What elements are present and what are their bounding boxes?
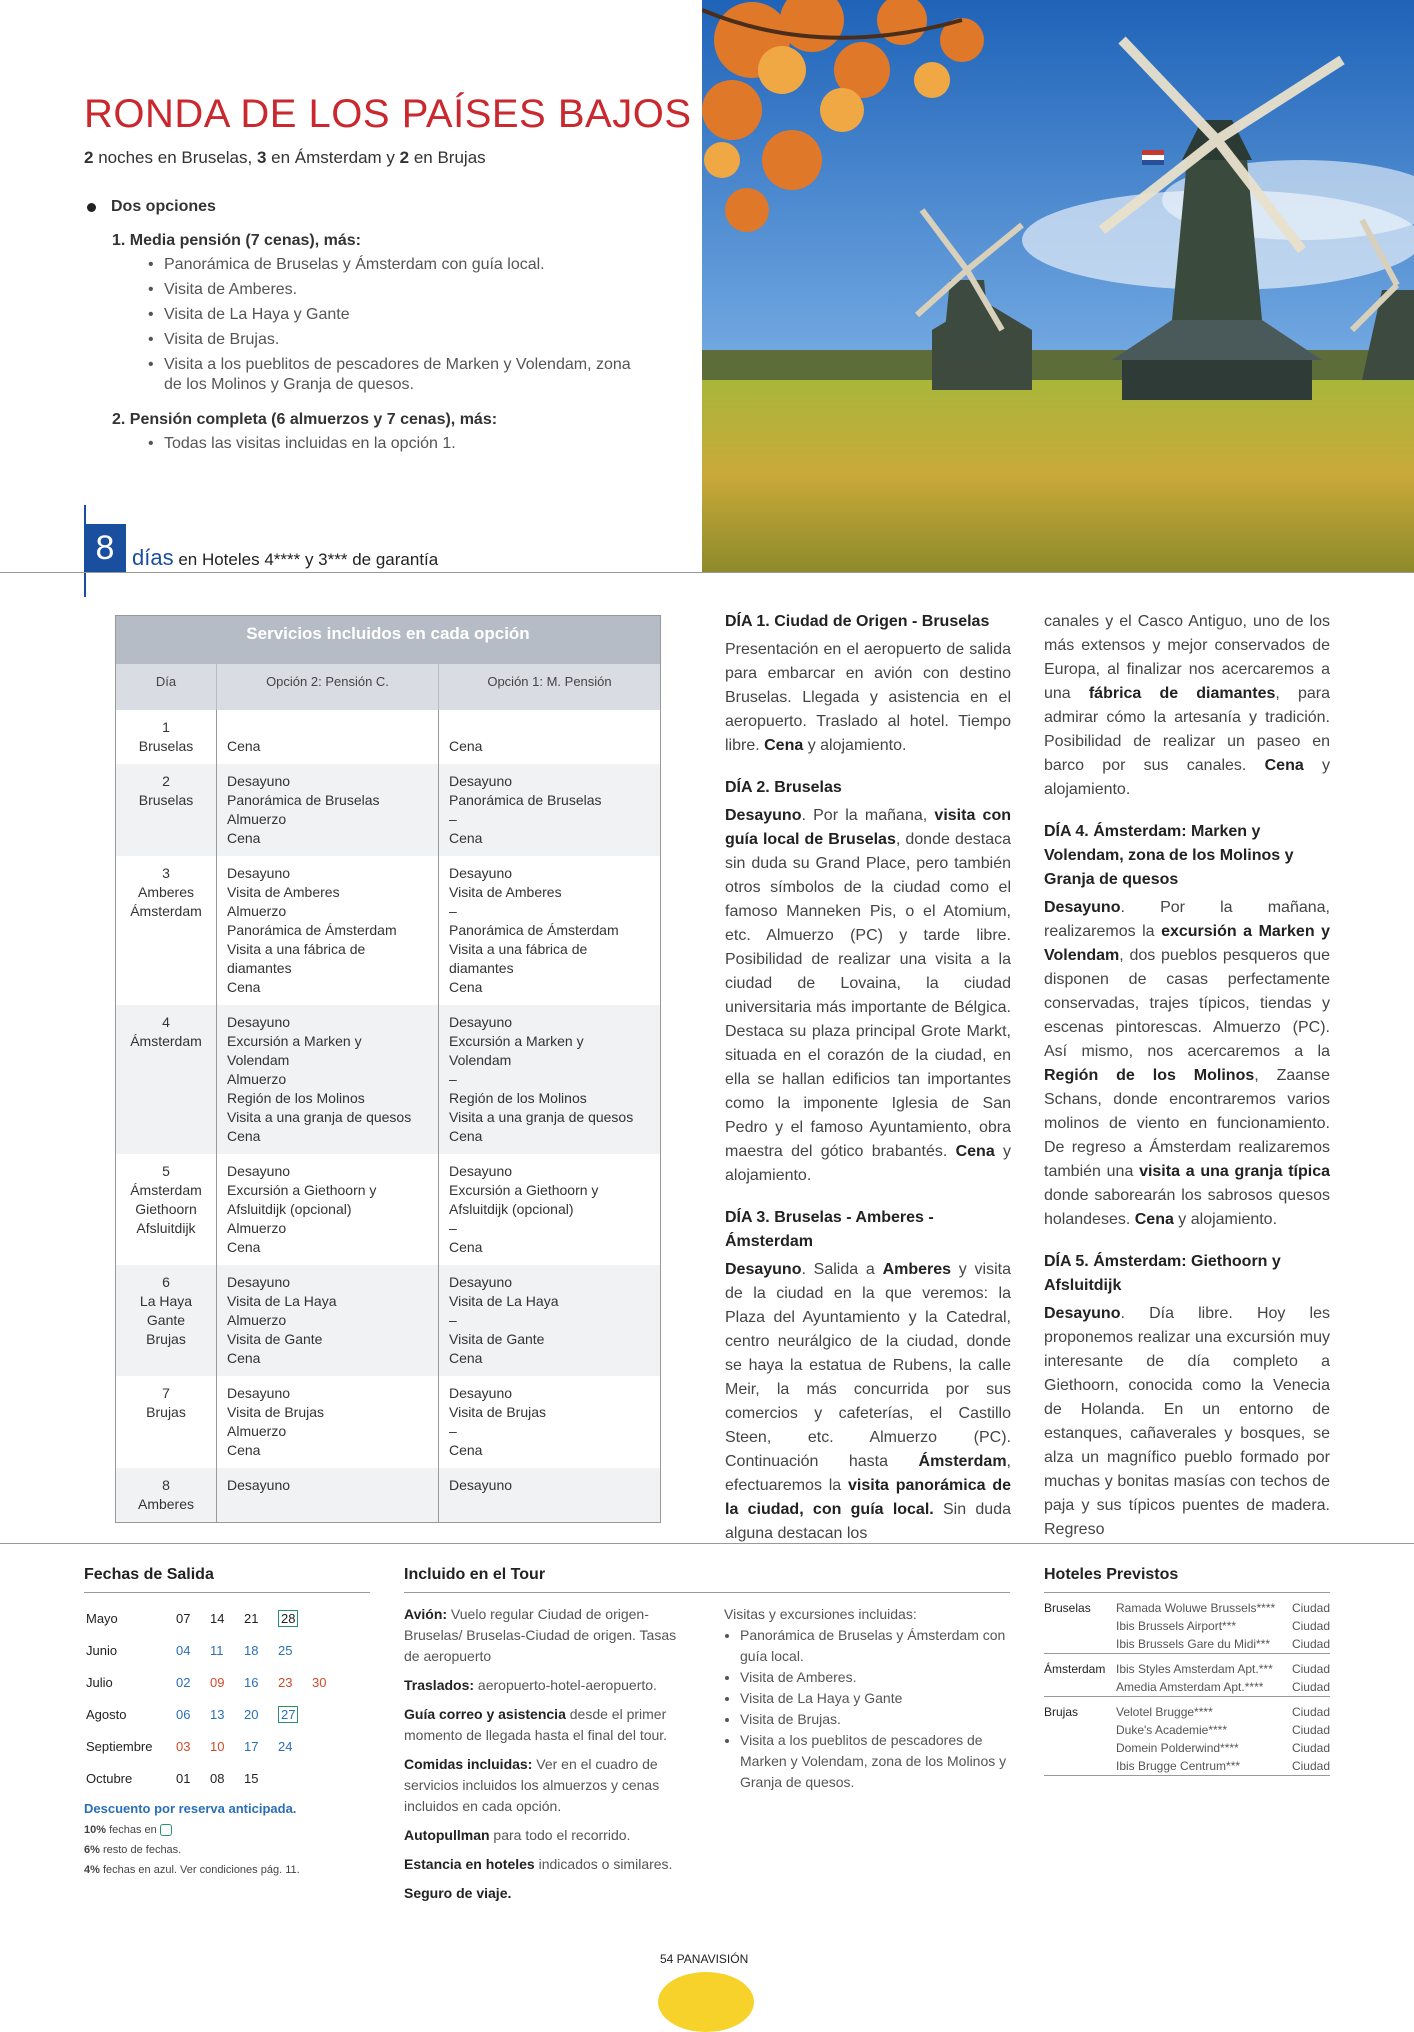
boxed-date-icon	[160, 1824, 172, 1836]
day-3-text: Desayuno. Salida a Amberes y visita de la ciudad en la que veremos: la Plaza del Ayuntamiento y la Catedral, centro neurálgico de la ciudad, donde se haya la estatua de Rubens, la calle Meir, la más concurrida por sus comercios y cafeterías, el Castillo Steen, etc. Almuerzo (PC). Continuación hasta Ámsterdam, efectuaremos la visita panorámica de la ciudad, con guía local. Sin duda alguna destacan los	[725, 1261, 1012, 1542]
month-label: Junio	[86, 1642, 118, 1658]
month-label: Julio	[86, 1674, 113, 1690]
departure-date: 01	[176, 1770, 191, 1786]
option-2-title: 2. Pensión completa (6 almuerzos y 7 cenas), más:	[112, 411, 498, 428]
rule	[1044, 1592, 1330, 1593]
option-2-items	[84, 434, 644, 454]
service-cell-day: 5 Ámsterdam Giethoorn Afsluitdijk	[116, 1154, 217, 1265]
included-title: Incluido en el Tour	[404, 1566, 546, 1583]
departure-date: 20	[244, 1706, 259, 1722]
included-item: Traslados: aeropuerto-hotel-aeropuerto.	[404, 1677, 657, 1693]
service-row	[116, 710, 661, 764]
options-list	[84, 198, 644, 470]
departure-date: 04	[176, 1642, 191, 1658]
month-row	[86, 1667, 344, 1697]
month-row	[86, 1763, 344, 1793]
service-row	[116, 1468, 661, 1523]
day-3-text-cont: canales y el Casco Antiguo, uno de los más extensos y mejor conservados de Europa, al finalizar nos acercaremos a una fábrica de diamantes, para admirar cómo la artesanía y tradición. Posibilidad de realizar un paseo en barco por sus canales. Cena y alojamiento.	[1044, 613, 1331, 798]
included-list	[404, 1604, 694, 1912]
col-header-day: Día	[116, 664, 217, 710]
departure-date: 17	[244, 1738, 259, 1754]
hotel-location: Ciudad	[1291, 1619, 1330, 1633]
departure-date: 02	[176, 1674, 191, 1690]
hotel-location: Ciudad	[1291, 1705, 1330, 1719]
rule	[84, 1592, 370, 1593]
service-cell-mp: Desayuno Excursión a Marken y Volendam – Región de los Molinos Visita a una granja de quesos Cena	[439, 1005, 661, 1154]
days-count-badge: 8	[84, 524, 126, 572]
service-cell-mp: Cena	[449, 738, 483, 754]
included-item: Comidas incluidas: Ver en el cuadro de servicios incluidos los almuerzos y cenas incluidos en cada opción.	[404, 1756, 660, 1814]
departure-date: 28	[278, 1610, 298, 1627]
included-item: Guía correo y asistencia desde el primer momento de llegada hasta el final del tour.	[404, 1706, 668, 1743]
departure-date: 14	[210, 1610, 225, 1626]
option-2-item: • Todas las visitas incluidas en la opción 1.	[148, 434, 644, 454]
service-cell-pc: Desayuno Visita de La Haya Almuerzo Visita de Gante Cena	[217, 1265, 439, 1376]
month-row	[86, 1603, 344, 1633]
service-cell-pc: Desayuno Visita de Amberes Almuerzo Panorámica de Ámsterdam Visita a una fábrica de diamantes Cena	[217, 856, 439, 1005]
hotel-group	[1044, 1703, 1330, 1776]
itinerary-col-1	[725, 610, 1011, 1564]
departure-date: 23	[278, 1674, 293, 1690]
day-1-heading: DÍA 1. Ciudad de Origen - Bruselas	[725, 613, 990, 630]
hotel-name: Velotel Brugge****	[1116, 1705, 1213, 1719]
departure-date: 08	[210, 1770, 225, 1786]
service-cell-mp: Desayuno Visita de Amberes – Panorámica de Ámsterdam Visita a una fábrica de diamantes Cena	[449, 865, 619, 995]
included-item: Seguro de viaje.	[404, 1885, 512, 1901]
day-4-heading: DÍA 4. Ámsterdam: Marken y Volendam, zona de los Molinos y Granja de quesos	[1044, 823, 1294, 888]
option-1-item: • Visita de Amberes.	[148, 280, 644, 300]
hotel-name: Ibis Styles Amsterdam Apt.***	[1116, 1662, 1273, 1676]
service-cell-mp: Desayuno	[439, 1468, 661, 1523]
departure-date: 16	[244, 1674, 259, 1690]
day-2-heading: DÍA 2. Bruselas	[725, 779, 842, 796]
departure-date: 03	[176, 1738, 191, 1754]
departure-date: 18	[244, 1642, 259, 1658]
page-title: RONDA DE LOS PAÍSES BAJOS	[84, 92, 692, 136]
departure-date: 10	[210, 1738, 225, 1754]
hotel-name: Ibis Brussels Gare du Midi***	[1116, 1637, 1271, 1651]
option-1-title: 1. Media pensión (7 cenas), más:	[112, 232, 361, 249]
hotel-city: Brujas	[1044, 1705, 1079, 1719]
services-table	[115, 615, 661, 1523]
hotel-location: Ciudad	[1291, 1741, 1330, 1755]
hotel-location: Ciudad	[1291, 1723, 1330, 1737]
visit-item: • Visita a los pueblitos de pescadores de Marken y Volendam, zona de los Molinos y Granja de quesos.	[740, 1730, 1010, 1793]
hotel-name: Amedia Amsterdam Apt.****	[1116, 1680, 1264, 1694]
hotels-list	[1044, 1599, 1330, 1776]
service-cell-pc: Cena	[217, 710, 439, 764]
itinerary-col-2	[1044, 610, 1330, 1560]
included-item: Estancia en hoteles indicados o similares.	[404, 1856, 673, 1872]
visits-list	[724, 1604, 1010, 1793]
visit-item: • Visita de Amberes.	[740, 1667, 1010, 1688]
included-item: Avión: Vuelo regular Ciudad de origen-Bruselas/ Bruselas-Ciudad de origen. Tasas de aeropuerto	[404, 1606, 677, 1664]
service-cell-mp: Desayuno Panorámica de Bruselas – Cena	[439, 764, 661, 856]
service-row	[116, 1376, 661, 1468]
hotel-location: Ciudad	[1291, 1601, 1330, 1615]
day-5-heading: DÍA 5. Ámsterdam: Giethoorn y Afsluitdijk	[1044, 1253, 1281, 1294]
hotels-section	[1044, 1566, 1330, 1782]
departure-date: 25	[278, 1642, 293, 1658]
departure-date: 11	[210, 1642, 224, 1658]
service-row	[116, 1005, 661, 1154]
service-cell-pc: Desayuno Excursión a Marken y Volendam Almuerzo Región de los Molinos Visita a una granja de quesos Cena	[217, 1005, 439, 1154]
departure-date: 06	[176, 1706, 191, 1722]
departure-date: 07	[176, 1610, 191, 1626]
visit-item: • Panorámica de Bruselas y Ámsterdam con guía local.	[740, 1625, 1010, 1667]
departure-date: 30	[312, 1674, 327, 1690]
service-cell-pc: Desayuno Panorámica de Bruselas Almuerzo Cena	[217, 764, 439, 856]
hotel-name: Ibis Brugge Centrum***	[1116, 1759, 1241, 1773]
hotel-group	[1044, 1660, 1330, 1697]
service-row	[116, 856, 661, 1005]
page-number: 54 PANAVISIÓN	[660, 1952, 749, 1966]
footer-divider	[0, 1543, 1414, 1544]
visit-item: • Visita de La Haya y Gante	[740, 1688, 1010, 1709]
day-3-heading: DÍA 3. Bruselas - Amberes - Ámsterdam	[725, 1209, 934, 1250]
hotel-location: Ciudad	[1291, 1662, 1330, 1676]
hotel-name: Ramada Woluwe Brussels****	[1116, 1601, 1276, 1615]
included-item: Autopullman para todo el recorrido.	[404, 1827, 631, 1843]
hotel-location: Ciudad	[1291, 1637, 1330, 1651]
option-1-item: • Visita de La Haya y Gante	[148, 305, 644, 325]
service-cell-pc: Desayuno	[217, 1468, 439, 1523]
service-cell-day: 6 La Haya Gante Brujas	[116, 1265, 217, 1376]
service-cell-pc: Desayuno Excursión a Giethoorn y Afsluitdijk (opcional) Almuerzo Cena	[217, 1154, 439, 1265]
service-cell-day: 4 Ámsterdam	[116, 1005, 217, 1154]
month-label: Agosto	[86, 1706, 127, 1722]
service-row	[116, 764, 661, 856]
service-cell-day: 2 Bruselas	[116, 764, 217, 856]
services-table-title: Servicios incluidos en cada opción	[116, 616, 661, 665]
visit-item: • Visita de Brujas.	[740, 1709, 1010, 1730]
month-row	[86, 1731, 344, 1761]
service-cell-day: 3 Amberes Ámsterdam	[116, 856, 217, 1005]
month-row	[86, 1699, 344, 1729]
day-2-text: Desayuno. Por la mañana, visita con guía local de Bruselas, donde destaca sin duda su Grand Place, pero también otros símbolos de la ciudad como el famoso Manneken Pis, o el Atomium, etc. Almuerzo (PC) y tarde libre. Posibilidad de realizar una visita a la ciudad de Lovaina, la ciudad universitaria más importante de Bélgica. Destaca su plaza principal Grote Markt, situada en el corazón de la ciudad, en ella se hallan edificios tan importantes como la imponente Iglesia de San Pedro y el famoso Ayuntamiento, obra maestra del gótico brabantés. Cena y alojamiento.	[725, 807, 1012, 1184]
rule	[404, 1592, 1010, 1593]
options-heading: Dos opciones	[84, 198, 644, 216]
month-label: Septiembre	[86, 1738, 153, 1754]
divider	[0, 572, 1414, 573]
option-1-item: • Visita a los pueblitos de pescadores de Marken y Volendam, zona de los Molinos y Granja de quesos.	[148, 355, 644, 395]
departure-dates-title: Fechas de Salida	[84, 1566, 214, 1583]
service-cell-day: 1 Bruselas	[116, 710, 217, 764]
service-cell-mp: Desayuno Visita de La Haya – Visita de Gante Cena	[439, 1265, 661, 1376]
option-1-items	[84, 255, 644, 395]
hotel-location: Ciudad	[1291, 1759, 1330, 1773]
days-caption: días en Hoteles 4**** y 3*** de garantía	[132, 545, 439, 570]
option-1-item: • Panorámica de Bruselas y Ámsterdam con guía local.	[148, 255, 644, 275]
windmills-photo	[702, 0, 1414, 572]
departure-date: 24	[278, 1738, 293, 1754]
month-label: Octubre	[86, 1770, 133, 1786]
service-row	[116, 1265, 661, 1376]
hotel-group	[1044, 1599, 1330, 1654]
departure-date: 21	[244, 1610, 259, 1626]
trip-summary: 2 noches en Bruselas, 3 en Ámsterdam y 2 en Brujas	[84, 148, 486, 167]
hotel-name: Ibis Brussels Airport***	[1116, 1619, 1237, 1633]
service-cell-pc: Desayuno Visita de Brujas Almuerzo Cena	[217, 1376, 439, 1468]
dates-table	[84, 1601, 346, 1795]
day-1-text: Presentación en el aeropuerto de salida para embarcar en avión con destino Bruselas. Llegada y asistencia en el aeropuerto. Traslado al hotel. Tiempo libre. Cena y alojamiento.	[725, 641, 1011, 754]
included-section	[404, 1566, 1010, 1901]
hotels-title: Hoteles Previstos	[1044, 1566, 1179, 1583]
hotel-name: Duke's Academie****	[1116, 1723, 1228, 1737]
discount-list: 10% fechas en 6% resto de fechas. 4% fechas en azul. Ver condiciones pág. 11.	[84, 1824, 300, 1876]
month-row	[86, 1635, 344, 1665]
option-1-item: • Visita de Brujas.	[148, 330, 644, 350]
hotel-city: Bruselas	[1044, 1601, 1091, 1615]
departure-date: 09	[210, 1674, 225, 1690]
decorative-dot	[658, 1972, 754, 2032]
day-5-text: Desayuno. Día libre. Hoy les proponemos realizar una excursión muy interesante de día completo a Giethoorn, conocida como la Venecia de Holanda. En un entorno de estanques, cañaverales y bosques, se alza un magnífico pueblo formado por muchas y bonitas masías con techos de paja y sus típicos puentes de madera. Regreso	[1044, 1305, 1330, 1538]
departure-date: 27	[278, 1706, 298, 1723]
service-cell-day: 8 Amberes	[116, 1468, 217, 1523]
hotel-city: Ámsterdam	[1044, 1662, 1106, 1676]
departure-date: 13	[210, 1706, 225, 1722]
service-cell-mp: Desayuno Visita de Brujas – Cena	[449, 1385, 547, 1458]
day-4-text: Desayuno. Por la mañana, realizaremos la excursión a Marken y Volendam, dos pueblos pesqueros que disponen de casas perfectamente conservadas, trajes típicos, tiendas y escenas pintorescas. Almuerzo (PC). Así mismo, nos acercaremos a la Región de los Molinos, Zaanse Schans, donde encontraremos varios molinos de viento en funcionamiento. De regreso a Ámsterdam realizaremos también una visita a una granja típica donde saborearán los sabrosos quesos holandeses. Cena y alojamiento.	[1044, 899, 1330, 1228]
service-cell-mp: Desayuno Excursión a Giethoorn y Afsluitdijk (opcional) – Cena	[449, 1163, 599, 1255]
hotel-location: Ciudad	[1291, 1680, 1330, 1694]
col-header-pc: Opción 2: Pensión C.	[217, 664, 439, 710]
discount-title: Descuento por reserva anticipada.	[84, 1801, 297, 1816]
visits-title: Visitas y excursiones incluidas:	[724, 1606, 917, 1622]
departure-dates	[84, 1566, 370, 1880]
hotel-name: Domein Polderwind****	[1116, 1741, 1239, 1755]
service-row	[116, 1154, 661, 1265]
col-header-mp: Opción 1: M. Pensión	[439, 664, 661, 710]
month-label: Mayo	[86, 1610, 118, 1626]
departure-date: 15	[244, 1770, 259, 1786]
service-cell-day: 7 Brujas	[116, 1376, 217, 1468]
